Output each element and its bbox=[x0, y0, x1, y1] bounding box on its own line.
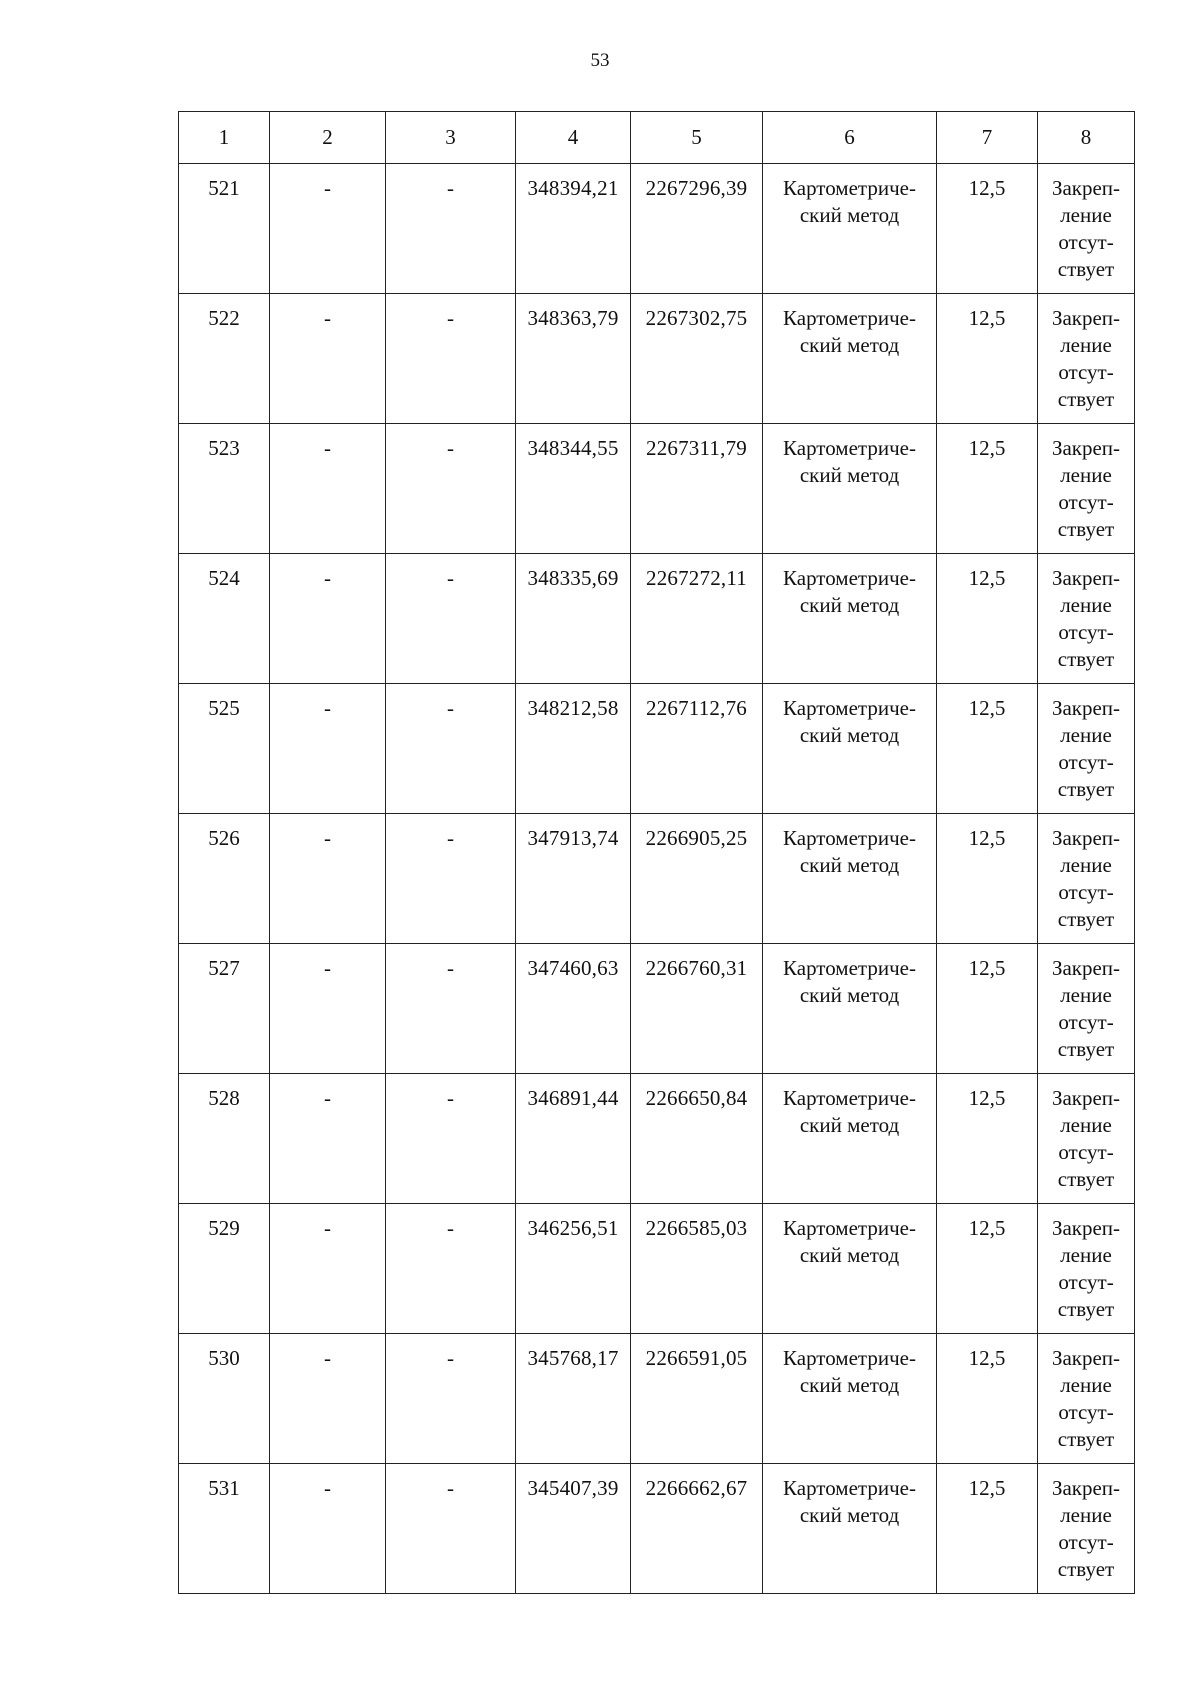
fixing-text-line: ствует bbox=[1057, 907, 1115, 931]
fixing-text-line: Закреп- bbox=[1051, 1346, 1121, 1370]
column-header: 1 bbox=[179, 112, 270, 164]
column-2-cell: - bbox=[270, 164, 386, 294]
column-header: 5 bbox=[631, 112, 763, 164]
column-header: 7 bbox=[937, 112, 1038, 164]
table-row bbox=[179, 1074, 1135, 1204]
fixing-text-line: ление bbox=[1060, 983, 1112, 1007]
column-header: 2 bbox=[270, 112, 386, 164]
accuracy-cell: 12,5 bbox=[937, 944, 1038, 1074]
fixing-text-line: ление bbox=[1060, 1373, 1112, 1397]
accuracy-cell: 12,5 bbox=[937, 684, 1038, 814]
method-text-line: Картометриче- bbox=[783, 306, 916, 330]
column-2-cell: - bbox=[270, 1334, 386, 1464]
fixing-text-line: отсут- bbox=[1058, 490, 1114, 514]
table-row bbox=[179, 164, 1135, 294]
fixing-text-line: Закреп- bbox=[1051, 696, 1121, 720]
accuracy-cell: 12,5 bbox=[937, 424, 1038, 554]
table-row bbox=[179, 554, 1135, 684]
point-number-cell: 522 bbox=[179, 294, 270, 424]
fixing-text-line: Закреп- bbox=[1051, 1216, 1121, 1240]
method-text-line: Картометриче- bbox=[783, 1216, 916, 1240]
fixing-text-line: Закреп- bbox=[1051, 306, 1121, 330]
fixing-text-line: ление bbox=[1060, 1243, 1112, 1267]
method-cell bbox=[763, 944, 937, 1074]
fixing-text-line: отсут- bbox=[1058, 620, 1114, 644]
y-coordinate-cell: 2266650,84 bbox=[631, 1074, 763, 1204]
table-row bbox=[179, 294, 1135, 424]
method-text-line: Картометриче- bbox=[783, 566, 916, 590]
point-number-cell: 527 bbox=[179, 944, 270, 1074]
table-row bbox=[179, 684, 1135, 814]
point-number-cell: 521 bbox=[179, 164, 270, 294]
y-coordinate-cell: 2266905,25 bbox=[631, 814, 763, 944]
method-text-line: ский метод bbox=[799, 593, 900, 617]
point-number-cell: 524 bbox=[179, 554, 270, 684]
fixing-cell bbox=[1038, 294, 1135, 424]
point-number-cell: 525 bbox=[179, 684, 270, 814]
x-coordinate-cell: 348212,58 bbox=[516, 684, 631, 814]
column-header: 6 bbox=[763, 112, 937, 164]
fixing-text-line: ствует bbox=[1057, 517, 1115, 541]
fixing-text-line: Закреп- bbox=[1051, 566, 1121, 590]
fixing-cell bbox=[1038, 1334, 1135, 1464]
point-number-cell: 526 bbox=[179, 814, 270, 944]
fixing-text-line: отсут- bbox=[1058, 360, 1114, 384]
fixing-text-line: Закреп- bbox=[1051, 176, 1121, 200]
method-text-line: ский метод bbox=[799, 333, 900, 357]
column-2-cell: - bbox=[270, 554, 386, 684]
method-text-line: Картометриче- bbox=[783, 1476, 916, 1500]
table-row bbox=[179, 1204, 1135, 1334]
method-cell bbox=[763, 1334, 937, 1464]
fixing-cell bbox=[1038, 164, 1135, 294]
fixing-text-line: ствует bbox=[1057, 1557, 1115, 1581]
table-header-row bbox=[179, 112, 1135, 164]
fixing-text-line: ствует bbox=[1057, 387, 1115, 411]
fixing-text-line: ствует bbox=[1057, 1297, 1115, 1321]
column-3-cell: - bbox=[386, 554, 516, 684]
method-text-line: ский метод bbox=[799, 1503, 900, 1527]
column-3-cell: - bbox=[386, 424, 516, 554]
column-3-cell: - bbox=[386, 1204, 516, 1334]
table-row bbox=[179, 1334, 1135, 1464]
method-text-line: ский метод bbox=[799, 853, 900, 877]
fixing-text-line: ствует bbox=[1057, 777, 1115, 801]
fixing-text-line: Закреп- bbox=[1051, 1476, 1121, 1500]
x-coordinate-cell: 346891,44 bbox=[516, 1074, 631, 1204]
y-coordinate-cell: 2267311,79 bbox=[631, 424, 763, 554]
table-row bbox=[179, 814, 1135, 944]
fixing-text-line: отсут- bbox=[1058, 230, 1114, 254]
x-coordinate-cell: 348344,55 bbox=[516, 424, 631, 554]
method-text-line: ский метод bbox=[799, 1113, 900, 1137]
fixing-text-line: ствует bbox=[1057, 1037, 1115, 1061]
column-2-cell: - bbox=[270, 814, 386, 944]
column-3-cell: - bbox=[386, 164, 516, 294]
fixing-cell bbox=[1038, 814, 1135, 944]
x-coordinate-cell: 348363,79 bbox=[516, 294, 631, 424]
point-number-cell: 529 bbox=[179, 1204, 270, 1334]
fixing-text-line: ствует bbox=[1057, 647, 1115, 671]
method-text-line: Картометриче- bbox=[783, 436, 916, 460]
column-3-cell: - bbox=[386, 1334, 516, 1464]
method-text-line: Картометриче- bbox=[783, 956, 916, 980]
column-3-cell: - bbox=[386, 944, 516, 1074]
fixing-text-line: ление bbox=[1060, 1503, 1112, 1527]
y-coordinate-cell: 2267272,11 bbox=[631, 554, 763, 684]
fixing-text-line: отсут- bbox=[1058, 1400, 1114, 1424]
method-cell bbox=[763, 814, 937, 944]
method-text-line: ский метод bbox=[799, 1373, 900, 1397]
fixing-text-line: отсут- bbox=[1058, 1270, 1114, 1294]
fixing-text-line: ствует bbox=[1057, 1167, 1115, 1191]
method-text-line: ский метод bbox=[799, 1243, 900, 1267]
column-3-cell: - bbox=[386, 294, 516, 424]
fixing-text-line: ление bbox=[1060, 463, 1112, 487]
fixing-text-line: ление bbox=[1060, 1113, 1112, 1137]
accuracy-cell: 12,5 bbox=[937, 554, 1038, 684]
method-text-line: ский метод bbox=[799, 983, 900, 1007]
column-header: 8 bbox=[1038, 112, 1135, 164]
fixing-cell bbox=[1038, 1204, 1135, 1334]
column-3-cell: - bbox=[386, 684, 516, 814]
method-text-line: ский метод bbox=[799, 463, 900, 487]
y-coordinate-cell: 2266760,31 bbox=[631, 944, 763, 1074]
fixing-text-line: Закреп- bbox=[1051, 1086, 1121, 1110]
accuracy-cell: 12,5 bbox=[937, 1464, 1038, 1594]
fixing-cell bbox=[1038, 944, 1135, 1074]
method-text-line: Картометриче- bbox=[783, 826, 916, 850]
point-number-cell: 531 bbox=[179, 1464, 270, 1594]
fixing-text-line: отсут- bbox=[1058, 1530, 1114, 1554]
table-row bbox=[179, 1464, 1135, 1594]
fixing-text-line: ствует bbox=[1057, 1427, 1115, 1451]
fixing-cell bbox=[1038, 424, 1135, 554]
fixing-cell bbox=[1038, 1464, 1135, 1594]
fixing-text-line: Закреп- bbox=[1051, 826, 1121, 850]
fixing-text-line: ствует bbox=[1057, 257, 1115, 281]
column-header: 4 bbox=[516, 112, 631, 164]
accuracy-cell: 12,5 bbox=[937, 814, 1038, 944]
fixing-text-line: отсут- bbox=[1058, 1140, 1114, 1164]
y-coordinate-cell: 2266591,05 bbox=[631, 1334, 763, 1464]
x-coordinate-cell: 348335,69 bbox=[516, 554, 631, 684]
method-text-line: Картометриче- bbox=[783, 696, 916, 720]
table-row bbox=[179, 944, 1135, 1074]
method-text-line: Картометриче- bbox=[783, 176, 916, 200]
column-2-cell: - bbox=[270, 1464, 386, 1594]
method-text-line: Картометриче- bbox=[783, 1086, 916, 1110]
y-coordinate-cell: 2266585,03 bbox=[631, 1204, 763, 1334]
accuracy-cell: 12,5 bbox=[937, 1074, 1038, 1204]
method-cell bbox=[763, 1074, 937, 1204]
method-text-line: ский метод bbox=[799, 203, 900, 227]
method-cell bbox=[763, 1204, 937, 1334]
x-coordinate-cell: 348394,21 bbox=[516, 164, 631, 294]
point-number-cell: 523 bbox=[179, 424, 270, 554]
column-3-cell: - bbox=[386, 1074, 516, 1204]
x-coordinate-cell: 345407,39 bbox=[516, 1464, 631, 1594]
table-row bbox=[179, 424, 1135, 554]
fixing-cell bbox=[1038, 554, 1135, 684]
column-3-cell: - bbox=[386, 1464, 516, 1594]
method-cell bbox=[763, 424, 937, 554]
point-number-cell: 530 bbox=[179, 1334, 270, 1464]
y-coordinate-cell: 2267296,39 bbox=[631, 164, 763, 294]
y-coordinate-cell: 2266662,67 bbox=[631, 1464, 763, 1594]
fixing-cell bbox=[1038, 684, 1135, 814]
fixing-text-line: Закреп- bbox=[1051, 436, 1121, 460]
method-cell bbox=[763, 554, 937, 684]
column-2-cell: - bbox=[270, 424, 386, 554]
method-cell bbox=[763, 684, 937, 814]
fixing-cell bbox=[1038, 1074, 1135, 1204]
method-cell bbox=[763, 1464, 937, 1594]
point-number-cell: 528 bbox=[179, 1074, 270, 1204]
accuracy-cell: 12,5 bbox=[937, 1204, 1038, 1334]
fixing-text-line: ление bbox=[1060, 203, 1112, 227]
accuracy-cell: 12,5 bbox=[937, 294, 1038, 424]
fixing-text-line: отсут- bbox=[1058, 750, 1114, 774]
x-coordinate-cell: 347460,63 bbox=[516, 944, 631, 1074]
column-2-cell: - bbox=[270, 294, 386, 424]
fixing-text-line: ление bbox=[1060, 333, 1112, 357]
table-body bbox=[179, 164, 1135, 1594]
method-cell bbox=[763, 294, 937, 424]
accuracy-cell: 12,5 bbox=[937, 164, 1038, 294]
column-2-cell: - bbox=[270, 1074, 386, 1204]
x-coordinate-cell: 346256,51 bbox=[516, 1204, 631, 1334]
y-coordinate-cell: 2267112,76 bbox=[631, 684, 763, 814]
fixing-text-line: ление bbox=[1060, 853, 1112, 877]
column-3-cell: - bbox=[386, 814, 516, 944]
y-coordinate-cell: 2267302,75 bbox=[631, 294, 763, 424]
method-cell bbox=[763, 164, 937, 294]
method-text-line: ский метод bbox=[799, 723, 900, 747]
coordinates-table bbox=[178, 111, 1135, 1594]
column-2-cell: - bbox=[270, 684, 386, 814]
fixing-text-line: Закреп- bbox=[1051, 956, 1121, 980]
x-coordinate-cell: 345768,17 bbox=[516, 1334, 631, 1464]
x-coordinate-cell: 347913,74 bbox=[516, 814, 631, 944]
column-2-cell: - bbox=[270, 1204, 386, 1334]
fixing-text-line: ление bbox=[1060, 723, 1112, 747]
accuracy-cell: 12,5 bbox=[937, 1334, 1038, 1464]
fixing-text-line: отсут- bbox=[1058, 880, 1114, 904]
page-number: 53 bbox=[590, 50, 610, 71]
fixing-text-line: ление bbox=[1060, 593, 1112, 617]
column-2-cell: - bbox=[270, 944, 386, 1074]
fixing-text-line: отсут- bbox=[1058, 1010, 1114, 1034]
method-text-line: Картометриче- bbox=[783, 1346, 916, 1370]
column-header: 3 bbox=[386, 112, 516, 164]
